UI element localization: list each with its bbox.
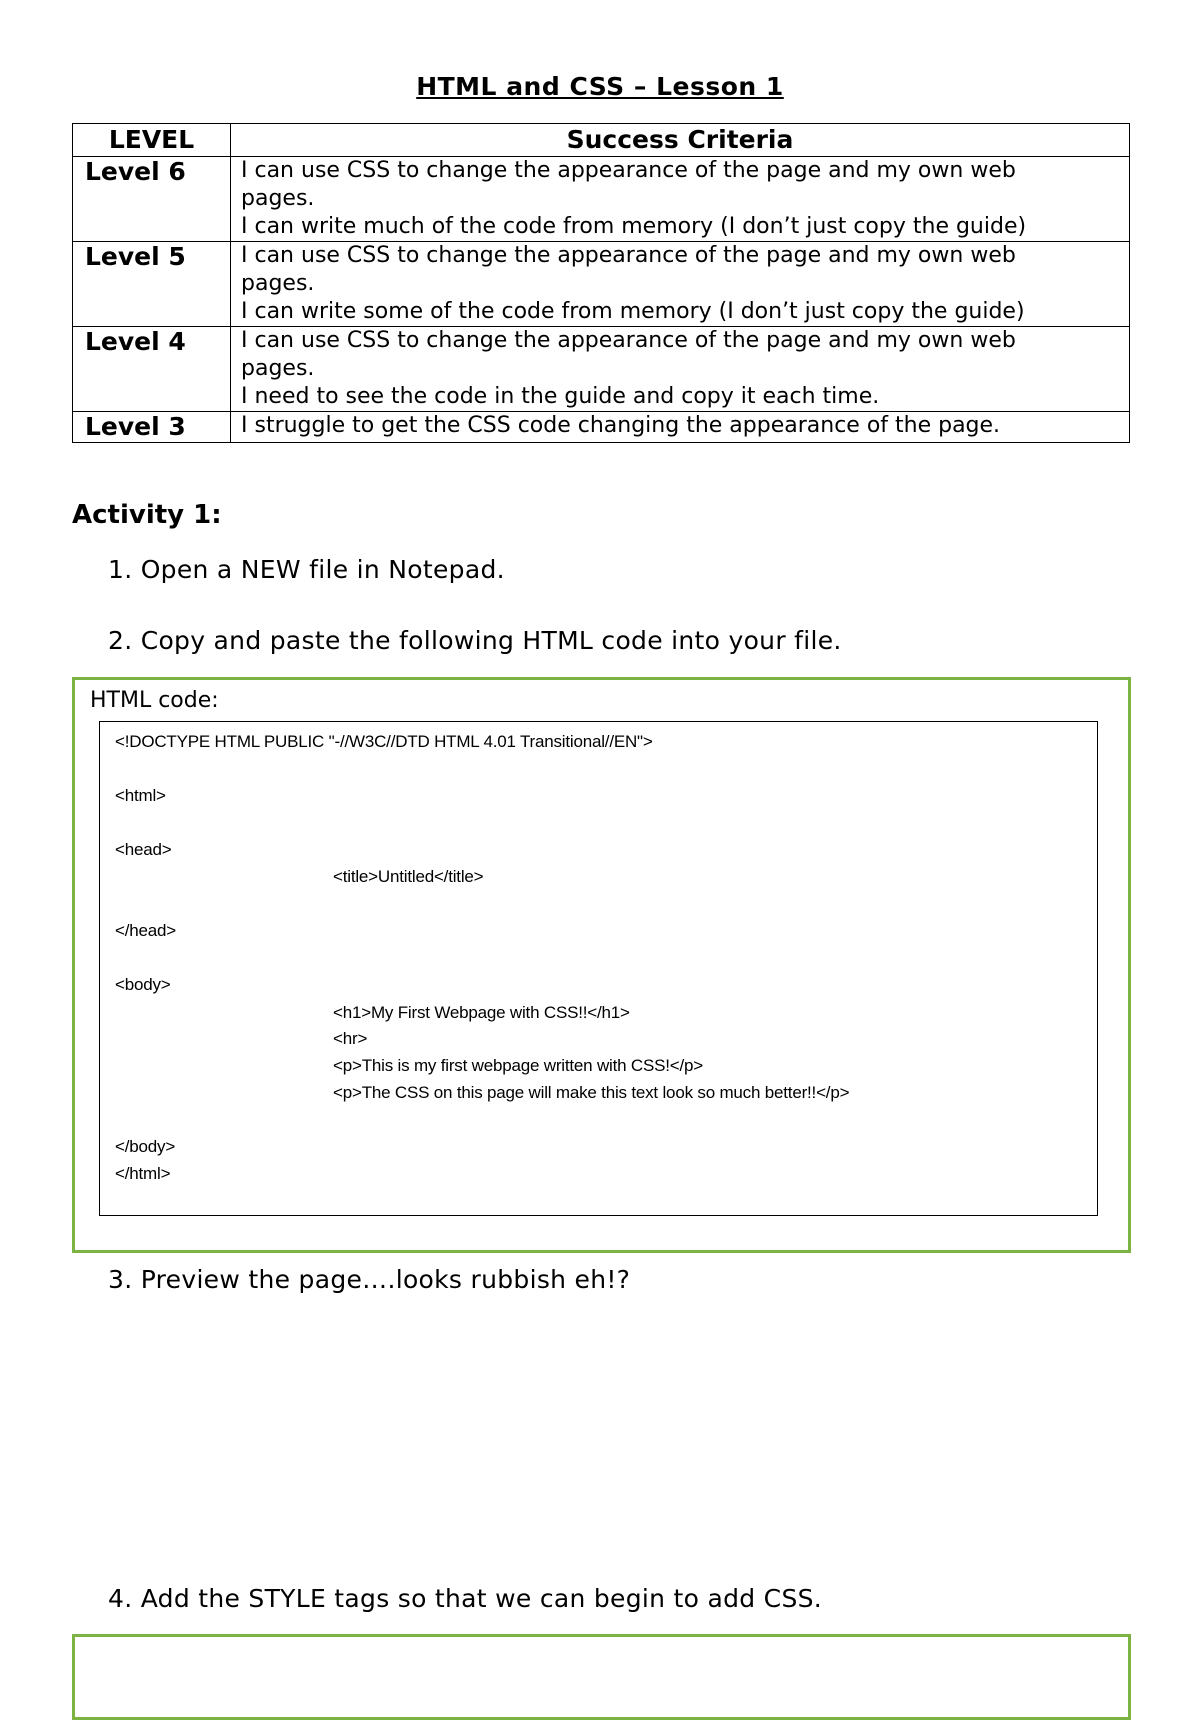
success-criteria-table [72, 123, 1130, 443]
level-column-header: LEVEL [73, 124, 231, 157]
criteria-cell [231, 327, 1130, 412]
code-line: <h1>My First Webpage with CSS!!</h1> [333, 1003, 630, 1022]
level-cell: Level 6 [73, 157, 231, 242]
criteria-line: I can use CSS to change the appearance of the page and my own web [241, 328, 1016, 353]
criteria-line: I struggle to get the CSS code changing the appearance of the page. [241, 413, 1001, 438]
activity-heading: Activity 1: [72, 500, 222, 530]
code-line: <hr> [333, 1029, 368, 1048]
code-listing [99, 721, 1098, 1216]
code-line: </head> [115, 921, 176, 940]
code-line: <p>This is my first webpage written with CSS!</p> [333, 1056, 704, 1075]
criteria-cell [231, 157, 1130, 242]
code-line: <title>Untitled</title> [333, 867, 484, 886]
criteria-line: I can use CSS to change the appearance of the page and my own web [241, 243, 1016, 268]
criteria-column-header: Success Criteria [231, 124, 1130, 157]
criteria-line: pages. [241, 356, 315, 381]
code-line: <head> [115, 840, 172, 859]
html-code-box [72, 677, 1131, 1253]
criteria-line: pages. [241, 271, 315, 296]
step-2: 2. Copy and paste the following HTML code into your file. [108, 626, 842, 655]
table-row [73, 412, 1130, 443]
code-line: <html> [115, 786, 166, 805]
code-line: <!DOCTYPE HTML PUBLIC "-//W3C//DTD HTML 4.01 Transitional//EN"> [115, 732, 653, 751]
criteria-line: I can use CSS to change the appearance of the page and my own web [241, 158, 1016, 183]
table-row [73, 242, 1130, 327]
table-row [73, 327, 1130, 412]
table-row [73, 157, 1130, 242]
step-4: 4. Add the STYLE tags so that we can begin to add CSS. [108, 1584, 823, 1613]
level-cell: Level 5 [73, 242, 231, 327]
step-3: 3. Preview the page….looks rubbish eh!? [108, 1265, 631, 1294]
code-line: <body> [115, 975, 171, 994]
style-tags-box [72, 1634, 1131, 1720]
criteria-line: pages. [241, 186, 315, 211]
code-box-label: HTML code: [90, 688, 219, 713]
code-line: </html> [115, 1164, 171, 1183]
code-line: </body> [115, 1137, 176, 1156]
code-line: <p>The CSS on this page will make this text look so much better!!</p> [333, 1083, 850, 1102]
document-title: HTML and CSS – Lesson 1 [416, 72, 784, 101]
criteria-line: I need to see the code in the guide and copy it each time. [241, 384, 880, 409]
criteria-cell [231, 412, 1130, 443]
table-header-row [73, 124, 1130, 157]
level-cell: Level 3 [73, 412, 231, 443]
level-cell: Level 4 [73, 327, 231, 412]
criteria-line: I can write much of the code from memory (I don’t just copy the guide) [241, 214, 1027, 239]
step-1: 1. Open a NEW file in Notepad. [108, 555, 505, 584]
criteria-line: I can write some of the code from memory (I don’t just copy the guide) [241, 299, 1025, 324]
criteria-cell [231, 242, 1130, 327]
